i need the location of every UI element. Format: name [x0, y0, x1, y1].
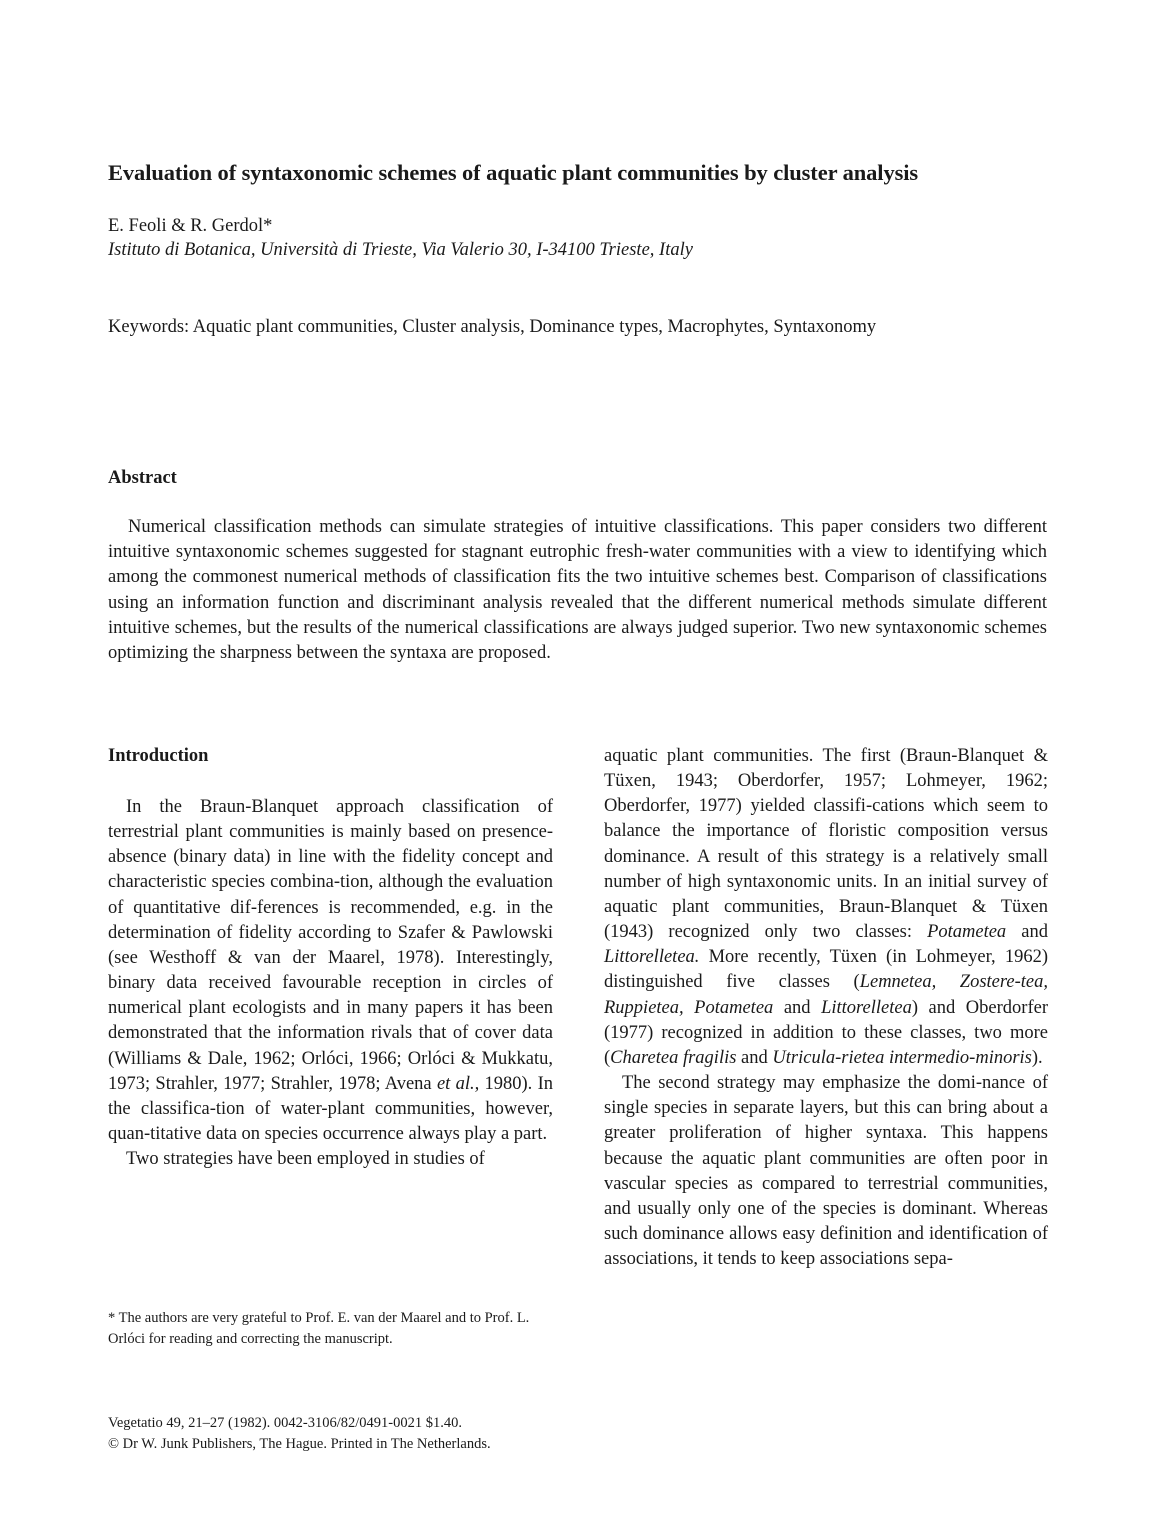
left-column [108, 795, 553, 1172]
paper-title: Evaluation of syntaxonomic schemes of aquatic plant communities by cluster analysis [108, 160, 919, 185]
publication-footer [108, 1413, 491, 1455]
keywords: Keywords: Aquatic plant communities, Cluster analysis, Dominance types, Macrophytes, Syntaxonomy [108, 317, 877, 337]
intro-paragraph-2: Two strategies have been employed in studies of [126, 1149, 485, 1170]
abstract-heading: Abstract [108, 468, 177, 488]
introduction-heading: Introduction [108, 746, 209, 766]
citation-line: Vegetatio 49, 21–27 (1982). 0042-3106/82/0491-0021 $1.40. [108, 1415, 463, 1431]
right-column [604, 744, 1048, 1272]
affiliation: Istituto di Botanica, Università di Trieste, Via Valerio 30, I-34100 Trieste, Italy [108, 240, 693, 260]
intro-paragraph-3: aquatic plant communities. The first (Braun-Blanquet & Tüxen, 1943; Oberdorfer, 1957; Lohmeyer, 1962; Oberdorfer, 1977) yielded classifi-cations which seem to balance the importance of floristic composition versus dominance. A result of this strategy is a relatively small number of high syntaxonomic units. In an initial survey of aquatic plant communities, Braun-Blanquet & Tüxen (1943) recognized only two classes: Potametea and Littorelletea. More recently, Tüxen (in Lohmeyer, 1962) distinguished five classes (Lemnetea, Zostere-tea, Ruppietea, Potametea and Littorelletea) and Oberdorfer (1977) recognized in addition to these classes, two more (Charetea fragilis and Utricula-rietea intermedio-minoris). [604, 746, 1049, 1068]
abstract-body: Numerical classification methods can simulate strategies of intuitive classifications. This paper considers two different intuitive syntaxonomic schemes suggested for stagnant eutrophic fresh-water communities with a view to identifying which among the commonest numerical methods of classification fits the two intuitive schemes best. Comparison of classifications using an information function and discriminant analysis revealed that the different numerical methods simulate different intuitive schemes, but the results of the numerical classifications are always judged superior. Two new syntaxonomic schemes optimizing the sharpness between the syntaxa are proposed. [108, 517, 1047, 664]
authors: E. Feoli & R. Gerdol* [108, 216, 273, 236]
intro-paragraph-1: In the Braun-Blanquet approach classification of terrestrial plant communities is mainly based on presence-absence (binary data) in line with the fidelity concept and characteristic species combina-tion, although the evaluation of quantitative dif-ferences is recommended, e.g. in the determination of fidelity according to Szafer & Pawlowski (see Westhoff & van der Maarel, 1978). Interestingly, binary data received favourable reception in circles of numerical plant ecologists and in many papers it has been demonstrated that the information rivals that of cover data (Williams & Dale, 1962; Orlóci, 1966; Orlóci & Mukkatu, 1973; Strahler, 1977; Strahler, 1978; Avena et al., 1980). In the classifica-tion of water-plant communities, however, quan-titative data on species occurrence always play a part. [108, 797, 553, 1145]
intro-paragraph-4: The second strategy may emphasize the domi-nance of single species in separate layers, but this can bring about a greater proliferation of higher syntaxa. This happens because the aquatic plant communities are often poor in vascular species as compared to terrestrial communities, and usually only one of the species is dominant. Whereas such dominance allows easy definition and identification of associations, it tends to keep associations sepa- [604, 1073, 1048, 1270]
footnote: * The authors are very grateful to Prof. E. van der Maarel and to Prof. L. Orlóci for reading and correcting the manuscript. [108, 1310, 530, 1347]
copyright-line: © Dr W. Junk Publishers, The Hague. Printed in The Netherlands. [108, 1436, 491, 1452]
